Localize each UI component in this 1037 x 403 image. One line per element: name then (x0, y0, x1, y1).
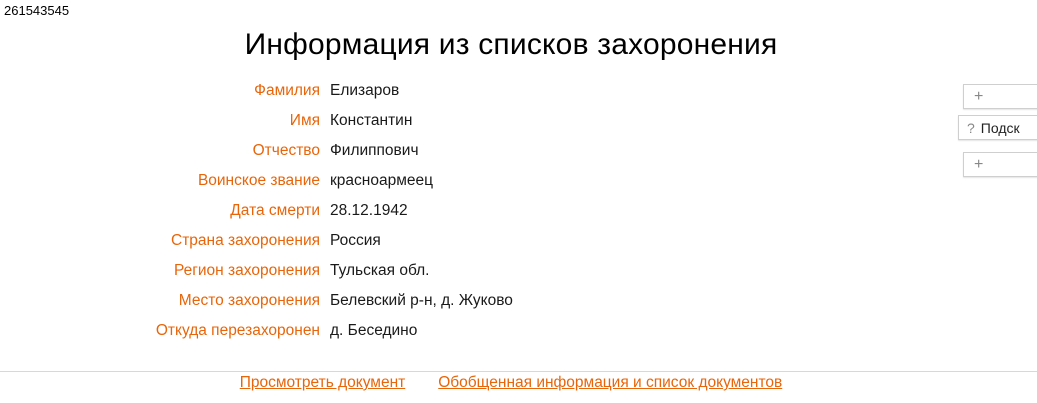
field-value-burial-place: Белевский р-н, д. Жуково (330, 292, 513, 309)
field-label-burial-region: Регион захоронения (173, 262, 320, 279)
field-value-rank: красноармеец (330, 172, 433, 189)
field-row (0, 232, 960, 262)
field-label-rank: Воинское звание (197, 172, 320, 189)
question-icon: ? (967, 119, 975, 136)
field-label-burial-place: Место захоронения (178, 292, 320, 309)
add-widget-button[interactable] (963, 84, 1037, 109)
field-value-firstname: Константин (330, 112, 413, 129)
field-value-reburied-from: д. Беседино (330, 322, 418, 339)
field-label-firstname: Имя (289, 112, 320, 129)
field-label-burial-country: Страна захоронения (171, 232, 320, 249)
plus-icon: + (974, 87, 984, 105)
field-row (0, 292, 960, 322)
field-label-death-date: Дата смерти (230, 202, 320, 219)
field-row (0, 202, 960, 232)
field-row (0, 142, 960, 172)
field-value-burial-region: Тульская обл. (330, 262, 430, 279)
burial-info-fields (0, 82, 960, 352)
field-row (0, 322, 960, 352)
field-value-death-date: 28.12.1942 (330, 202, 408, 219)
field-value-patronymic: Филиппович (330, 142, 419, 159)
field-row (0, 262, 960, 292)
field-row (0, 172, 960, 202)
field-value-surname: Елизаров (330, 82, 400, 99)
plus-icon: + (974, 155, 984, 173)
footer-divider (0, 371, 1037, 372)
field-row (0, 112, 960, 142)
summary-and-documents-link[interactable]: Обобщенная информация и список документов (438, 374, 783, 391)
hint-widget-label: Подск (980, 119, 1020, 136)
field-label-surname: Фамилия (254, 82, 320, 99)
field-label-patronymic: Отчество (252, 142, 320, 159)
view-document-link[interactable]: Просмотреть документ (239, 374, 406, 391)
field-label-reburied-from: Откуда перезахоронен (155, 322, 320, 339)
page-title: Информация из списков захоронения (244, 28, 778, 61)
add-widget-button-secondary[interactable] (963, 152, 1037, 177)
hint-widget-button[interactable] (958, 115, 1037, 140)
field-value-burial-country: Россия (330, 232, 381, 249)
field-row (0, 82, 960, 112)
footer-links (0, 374, 1022, 392)
record-id: 261543545 (4, 3, 70, 18)
